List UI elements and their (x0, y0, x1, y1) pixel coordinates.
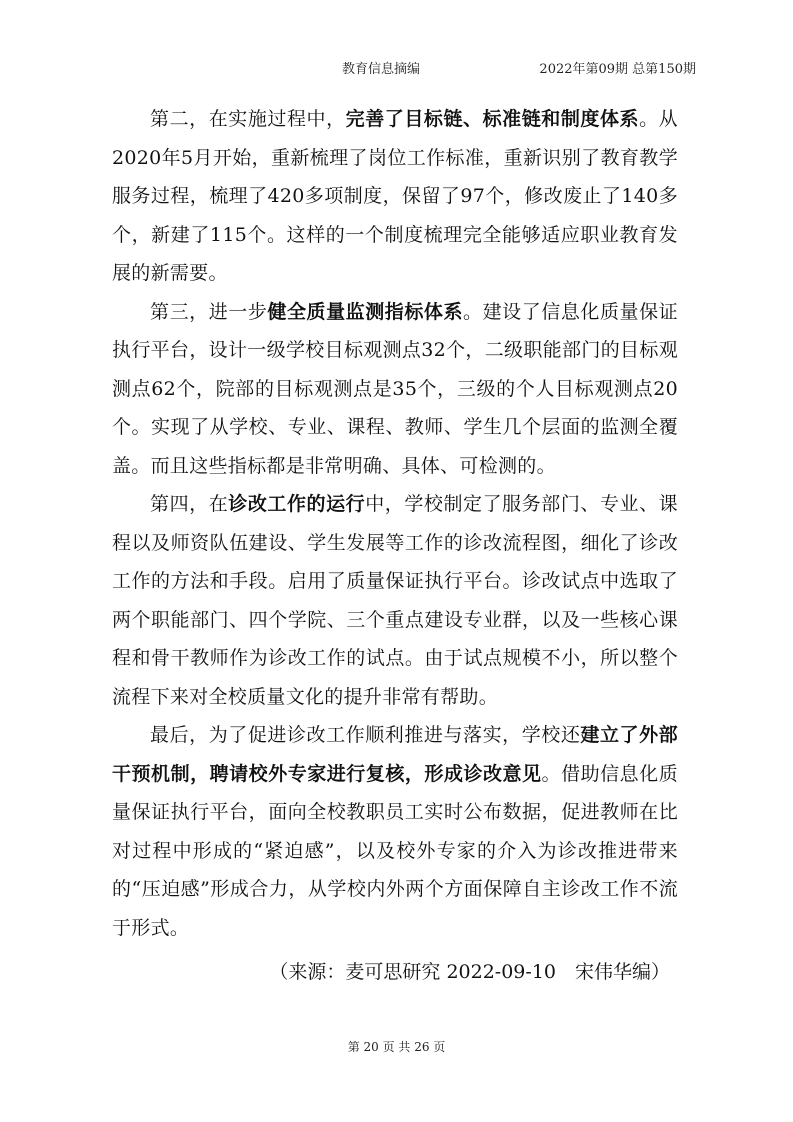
paragraph-text: 中，学校制定了服务部门、专业、课程以及师资队伍建设、学生发展等工作的诊改流程图，细化了诊改工作的方法和手段。启用了质量保证执行平台。诊改试点中选取了两个职能部门、四个学院、三个重点建设专业群，以及一些核心课程和骨干教师作为诊改工作的试点。由于试点规模不小，所以整个流程下来对全校质量文化的提升非常有帮助。 (112, 493, 678, 708)
paragraph-final (112, 716, 678, 947)
issue-number: 2022年第09期 总第150期 (539, 62, 696, 77)
paragraph-emphasis: 健全质量监测指标体系 (267, 300, 464, 323)
source-citation: （来源：麦可思研究 2022-09-10 宋伟华编） (269, 961, 670, 983)
paragraph-text: 。借助信息化质量保证执行平台，面向全校教职员工实时公布数据，促进教师在比对过程中形成的“紧迫感”，以及校外专家的介入为诊改推进带来的“压迫感”形成合力，从学校内外两个方面保障自主诊改工作不流于形式。 (112, 762, 678, 939)
paragraph-lead: 第四，在 (150, 493, 229, 515)
page-header (300, 58, 700, 76)
paragraph-lead: 第二，在实施过程中， (150, 108, 346, 130)
paragraph-emphasis: 完善了目标链、标准链和制度体系 (345, 108, 640, 130)
publication-title: 教育信息摘编 (342, 62, 421, 77)
paragraph-text: 。从2020年5月开始，重新梳理了岗位工作标准，重新识别了教育教学服务过程，梳理了420多项制度，保留了97个，修改废止了140多个，新建了115个。这样的一个制度梳理完全能够适应职业教育发展的新需要。 (112, 108, 678, 284)
page-number: 第 20 页 共 26 页 (347, 1040, 446, 1054)
article-body (112, 100, 678, 991)
paragraph-emphasis: 诊改工作的运行 (228, 493, 366, 515)
paragraph-second (112, 100, 678, 293)
paragraph-third (112, 293, 678, 486)
paragraph-lead: 最后，为了促进诊改工作顺利推进与落实，学校还 (150, 724, 581, 746)
paragraph-fourth (112, 485, 678, 716)
paragraph-emphasis: 建立了外部干预机制，聘请校外专家进行复核，形成诊改意见 (112, 724, 678, 785)
paragraph-lead: 第三，进一步 (150, 300, 268, 323)
paragraph-text: 。建设了信息化质量保证执行平台，设计一级学校目标观测点32个，二级职能部门的目标观测点62个，院部的目标观测点是35个，三级的个人目标观测点20个。实现了从学校、专业、课程、教师、学生几个层面的监测全覆盖。而且这些指标都是非常明确、具体、可检测的。 (112, 300, 678, 477)
